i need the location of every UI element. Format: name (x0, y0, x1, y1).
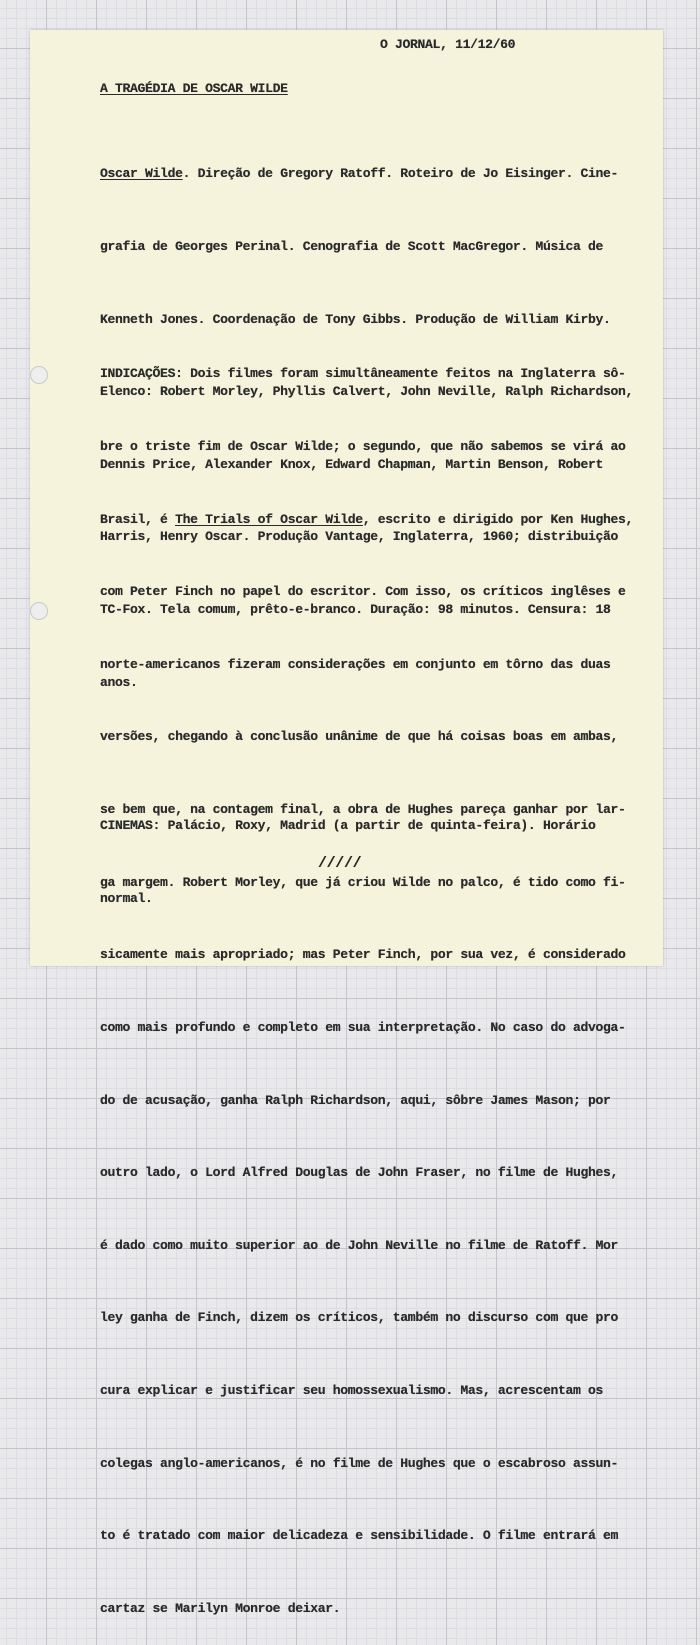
text-line: ga margem. Robert Morley, que já criou Wilde no palco, é tido como fi- (100, 874, 626, 890)
text-line: Dennis Price, Alexander Knox, Edward Chapman, Martin Benson, Robert (100, 456, 604, 472)
text-line: Brasil, é The Trials of Oscar Wilde, escrito e dirigido por Ken Hughes, (100, 511, 634, 527)
text-line: colegas anglo-americanos, é no filme de Hughes que o escabroso assun- (100, 1455, 619, 1471)
text-line: é dado como muito superior ao de John Neville no filme de Ratoff. Mor (100, 1237, 619, 1253)
text-line: do de acusação, ganha Ralph Richardson, aqui, sôbre James Mason; por (100, 1092, 611, 1108)
text-line: Harris, Henry Oscar. Produção Vantage, Inglaterra, 1960; distribuição (100, 529, 619, 545)
text-line: cartaz se Marilyn Monroe deixar. (100, 1600, 341, 1616)
text-line: to é tratado com maior delicadeza e sensibilidade. O filme entrará em (100, 1528, 619, 1544)
text-line: como mais profundo e completo em sua interpretação. No caso do advoga- (100, 1019, 626, 1035)
text-line: TC-Fox. Tela comum, prêto-e-branco. Duração: 98 minutos. Censura: 18 (100, 602, 611, 618)
cinemas-paragraph (100, 766, 660, 935)
film-title: The Trials of Oscar Wilde (175, 511, 363, 527)
text-line: com Peter Finch no papel do escritor. Com isso, os críticos inglêses e (100, 584, 626, 600)
text-line: CINEMAS: Palácio, Roxy, Madrid (a partir de quinta-feira). Horário (100, 818, 596, 834)
newspaper-dateline: O JORNAL, 11/12/60 (380, 37, 516, 52)
text-line: Elenco: Robert Morley, Phyllis Calvert, John Neville, Ralph Richardson, (100, 384, 634, 400)
article-title: A TRAGÉDIA DE OSCAR WILDE (100, 81, 288, 96)
film-title: Oscar Wilde (100, 166, 183, 182)
text-line: INDICAÇÕES: Dois filmes foram simultâneamente feitos na Inglaterra sô- (100, 366, 626, 382)
text-line: outro lado, o Lord Alfred Douglas de John Fraser, no filme de Hughes, (100, 1165, 619, 1181)
text-line: Oscar Wilde. Direção de Gregory Ratoff. Roteiro de Jo Eisinger. Cine- (100, 166, 619, 182)
text-line: ley ganha de Finch, dizem os críticos, também no discurso com que pro (100, 1310, 619, 1326)
text-line: cura explicar e justificar seu homossexualismo. Mas, acrescentam os (100, 1382, 604, 1398)
punch-hole (30, 366, 48, 384)
text-line: sicamente mais apropriado; mas Peter Finch, por sua vez, é considerado (100, 947, 626, 963)
text-line: versões, chegando à conclusão unânime de que há coisas boas em ambas, (100, 729, 619, 745)
text-line: norte-americanos fizeram considerações em conjunto em tôrno das duas (100, 656, 611, 672)
indications-paragraph (100, 314, 660, 1645)
text-line: bre o triste fim de Oscar Wilde; o segundo, que não sabemos se virá ao (100, 439, 626, 455)
punch-hole (30, 602, 48, 620)
text-line: se bem que, na contagem final, a obra de Hughes pareça ganhar por lar- (100, 802, 626, 818)
text-line: grafia de Georges Perinal. Cenografia de Scott MacGregor. Música de (100, 239, 604, 255)
text-line: normal. (100, 891, 153, 907)
text-line: Kenneth Jones. Coordenação de Tony Gibbs. Produção de William Kirby. (100, 311, 611, 327)
end-mark: ///// (318, 855, 362, 872)
text-line: anos. (100, 674, 138, 690)
